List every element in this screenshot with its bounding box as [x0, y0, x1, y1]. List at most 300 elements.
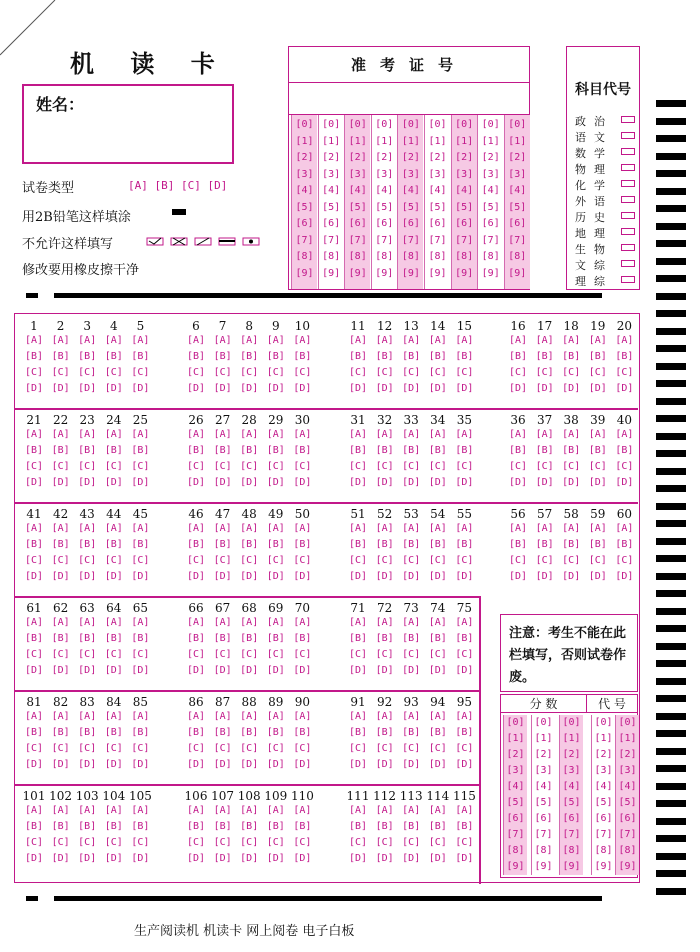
- choice-bubble[interactable]: [D]: [348, 665, 368, 676]
- choice-bubble[interactable]: [C]: [588, 367, 607, 378]
- choice-bubble[interactable]: [B]: [375, 351, 394, 362]
- digit-bubble[interactable]: [0]: [322, 119, 341, 130]
- choice-bubble[interactable]: [A]: [455, 805, 474, 816]
- choice-bubble[interactable]: [C]: [51, 555, 70, 566]
- choice-bubble[interactable]: [A]: [186, 523, 206, 534]
- choice-bubble[interactable]: [C]: [508, 555, 528, 566]
- digit-bubble[interactable]: [2]: [534, 749, 553, 760]
- choice-bubble[interactable]: [C]: [24, 743, 44, 754]
- digit-bubble[interactable]: [6]: [295, 218, 314, 229]
- choice-bubble[interactable]: [B]: [78, 351, 97, 362]
- choice-bubble[interactable]: [A]: [455, 617, 474, 628]
- digit-bubble[interactable]: [7]: [562, 829, 581, 840]
- choice-bubble[interactable]: [B]: [51, 539, 70, 550]
- digit-bubble[interactable]: [4]: [508, 185, 527, 196]
- choice-bubble[interactable]: [D]: [51, 477, 70, 488]
- digit-bubble[interactable]: [7]: [401, 234, 420, 246]
- choice-bubble[interactable]: [D]: [104, 571, 123, 582]
- digit-bubble[interactable]: [1]: [506, 733, 525, 744]
- choice-bubble[interactable]: [D]: [240, 383, 259, 394]
- exam-id-write-row[interactable]: [289, 83, 529, 115]
- choice-bubble[interactable]: [B]: [348, 727, 368, 738]
- choice-bubble[interactable]: [A]: [213, 805, 232, 816]
- choice-bubble[interactable]: [D]: [428, 477, 447, 488]
- choice-bubble[interactable]: [D]: [375, 665, 394, 676]
- choice-bubble[interactable]: [A]: [24, 523, 44, 534]
- choice-bubble[interactable]: [C]: [293, 743, 312, 754]
- choice-bubble[interactable]: [C]: [240, 461, 259, 472]
- choice-bubble[interactable]: [D]: [588, 571, 607, 582]
- choice-bubble[interactable]: [B]: [562, 539, 581, 550]
- digit-bubble[interactable]: [1]: [401, 135, 420, 147]
- choice-bubble[interactable]: [C]: [562, 461, 581, 472]
- digit-bubble[interactable]: [5]: [322, 201, 341, 213]
- choice-bubble[interactable]: [A]: [186, 805, 206, 816]
- choice-bubble[interactable]: [A]: [348, 617, 368, 628]
- choice-bubble[interactable]: [A]: [348, 523, 368, 534]
- choice-bubble[interactable]: [B]: [186, 821, 206, 832]
- choice-bubble[interactable]: [C]: [428, 461, 447, 472]
- digit-bubble[interactable]: [5]: [348, 201, 367, 213]
- choice-bubble[interactable]: [D]: [213, 759, 232, 770]
- choice-bubble[interactable]: [D]: [186, 571, 206, 582]
- choice-bubble[interactable]: [D]: [293, 477, 312, 488]
- choice-bubble[interactable]: [D]: [131, 759, 150, 770]
- digit-bubble[interactable]: [0]: [295, 119, 314, 130]
- choice-bubble[interactable]: [A]: [131, 523, 150, 534]
- choice-bubble[interactable]: [C]: [78, 555, 97, 566]
- digit-bubble[interactable]: [7]: [295, 234, 314, 246]
- choice-bubble[interactable]: [D]: [562, 383, 581, 394]
- choice-bubble[interactable]: [B]: [186, 445, 206, 456]
- digit-bubble[interactable]: [9]: [295, 267, 314, 279]
- choice-bubble[interactable]: [D]: [428, 853, 447, 864]
- digit-bubble[interactable]: [2]: [348, 152, 367, 163]
- digit-bubble[interactable]: [3]: [455, 168, 474, 180]
- digit-bubble[interactable]: [5]: [295, 201, 314, 213]
- digit-bubble[interactable]: [5]: [594, 797, 613, 808]
- choice-bubble[interactable]: [C]: [131, 555, 150, 566]
- choice-bubble[interactable]: [D]: [293, 759, 312, 770]
- choice-bubble[interactable]: [B]: [213, 445, 232, 456]
- choice-bubble[interactable]: [A]: [562, 429, 581, 440]
- digit-bubble[interactable]: [9]: [481, 267, 500, 279]
- choice-bubble[interactable]: [D]: [293, 571, 312, 582]
- choice-bubble[interactable]: [D]: [104, 853, 123, 864]
- choice-bubble[interactable]: [B]: [186, 539, 206, 550]
- choice-bubble[interactable]: [B]: [266, 351, 285, 362]
- choice-bubble[interactable]: [B]: [51, 821, 70, 832]
- choice-bubble[interactable]: [C]: [213, 743, 232, 754]
- choice-bubble[interactable]: [B]: [535, 351, 554, 362]
- choice-bubble[interactable]: [C]: [104, 837, 123, 848]
- choice-bubble[interactable]: [A]: [51, 335, 70, 346]
- digit-bubble[interactable]: [7]: [534, 829, 553, 840]
- digit-bubble[interactable]: [0]: [506, 717, 525, 728]
- choice-bubble[interactable]: [A]: [375, 805, 394, 816]
- choice-bubble[interactable]: [C]: [455, 743, 474, 754]
- choice-bubble[interactable]: [B]: [213, 351, 232, 362]
- choice-bubble[interactable]: [C]: [213, 461, 232, 472]
- choice-bubble[interactable]: [D]: [588, 383, 607, 394]
- choice-bubble[interactable]: [A]: [348, 805, 368, 816]
- choice-bubble[interactable]: [B]: [588, 445, 607, 456]
- choice-bubble[interactable]: [B]: [131, 539, 150, 550]
- digit-bubble[interactable]: [2]: [508, 152, 527, 163]
- choice-bubble[interactable]: [A]: [213, 523, 232, 534]
- choice-bubble[interactable]: [B]: [131, 633, 150, 644]
- choice-bubble[interactable]: [B]: [455, 539, 474, 550]
- choice-bubble[interactable]: [D]: [186, 853, 206, 864]
- choice-bubble[interactable]: [B]: [186, 351, 206, 362]
- choice-bubble[interactable]: [D]: [24, 759, 44, 770]
- choice-bubble[interactable]: [D]: [402, 853, 421, 864]
- digit-bubble[interactable]: [3]: [348, 168, 367, 180]
- digit-bubble[interactable]: [8]: [401, 251, 420, 262]
- choice-bubble[interactable]: [C]: [266, 649, 285, 660]
- digit-bubble[interactable]: [2]: [506, 749, 525, 760]
- choice-bubble[interactable]: [B]: [375, 633, 394, 644]
- choice-bubble[interactable]: [A]: [375, 711, 394, 722]
- digit-bubble[interactable]: [7]: [508, 234, 527, 246]
- choice-bubble[interactable]: [C]: [24, 461, 44, 472]
- choice-bubble[interactable]: [D]: [51, 571, 70, 582]
- choice-bubble[interactable]: [D]: [24, 853, 44, 864]
- digit-bubble[interactable]: [9]: [428, 267, 447, 279]
- choice-bubble[interactable]: [C]: [348, 367, 368, 378]
- choice-bubble[interactable]: [A]: [293, 805, 312, 816]
- digit-bubble[interactable]: [2]: [481, 152, 500, 163]
- choice-bubble[interactable]: [D]: [615, 571, 634, 582]
- choice-bubble[interactable]: [A]: [428, 711, 447, 722]
- digit-bubble[interactable]: [3]: [562, 765, 581, 776]
- choice-bubble[interactable]: [C]: [104, 461, 123, 472]
- choice-bubble[interactable]: [A]: [293, 617, 312, 628]
- choice-bubble[interactable]: [C]: [535, 461, 554, 472]
- choice-bubble[interactable]: [C]: [428, 555, 447, 566]
- digit-bubble[interactable]: [4]: [594, 781, 613, 792]
- digit-bubble[interactable]: [8]: [562, 845, 581, 856]
- choice-bubble[interactable]: [D]: [131, 853, 150, 864]
- paper-type-options[interactable]: [A] [B] [C] [D]: [128, 179, 228, 192]
- choice-bubble[interactable]: [B]: [402, 539, 421, 550]
- choice-bubble[interactable]: [C]: [375, 743, 394, 754]
- choice-bubble[interactable]: [C]: [428, 367, 447, 378]
- choice-bubble[interactable]: [D]: [375, 383, 394, 394]
- choice-bubble[interactable]: [B]: [375, 727, 394, 738]
- digit-bubble[interactable]: [5]: [455, 201, 474, 213]
- digit-bubble[interactable]: [6]: [455, 218, 474, 229]
- choice-bubble[interactable]: [C]: [213, 555, 232, 566]
- choice-bubble[interactable]: [A]: [402, 617, 421, 628]
- choice-bubble[interactable]: [B]: [131, 821, 150, 832]
- choice-bubble[interactable]: [B]: [455, 821, 474, 832]
- digit-bubble[interactable]: [1]: [348, 135, 367, 147]
- choice-bubble[interactable]: [B]: [104, 351, 123, 362]
- digit-bubble[interactable]: [9]: [618, 861, 637, 872]
- choice-bubble[interactable]: [C]: [131, 649, 150, 660]
- subject-bubble[interactable]: [621, 132, 635, 139]
- choice-bubble[interactable]: [C]: [78, 461, 97, 472]
- choice-bubble[interactable]: [D]: [535, 571, 554, 582]
- choice-bubble[interactable]: [C]: [51, 367, 70, 378]
- choice-bubble[interactable]: [A]: [615, 429, 634, 440]
- choice-bubble[interactable]: [C]: [104, 555, 123, 566]
- digit-bubble[interactable]: [8]: [428, 251, 447, 262]
- digit-bubble[interactable]: [4]: [455, 185, 474, 196]
- choice-bubble[interactable]: [D]: [348, 759, 368, 770]
- digit-bubble[interactable]: [1]: [562, 733, 581, 744]
- choice-bubble[interactable]: [A]: [51, 429, 70, 440]
- choice-bubble[interactable]: [D]: [455, 477, 474, 488]
- choice-bubble[interactable]: [B]: [455, 727, 474, 738]
- choice-bubble[interactable]: [A]: [375, 335, 394, 346]
- choice-bubble[interactable]: [C]: [131, 837, 150, 848]
- digit-bubble[interactable]: [0]: [594, 717, 613, 728]
- digit-bubble[interactable]: [8]: [594, 845, 613, 856]
- choice-bubble[interactable]: [C]: [615, 555, 634, 566]
- choice-bubble[interactable]: [C]: [428, 649, 447, 660]
- choice-bubble[interactable]: [C]: [51, 743, 70, 754]
- choice-bubble[interactable]: [B]: [455, 445, 474, 456]
- choice-bubble[interactable]: [B]: [348, 445, 368, 456]
- choice-bubble[interactable]: [C]: [562, 555, 581, 566]
- choice-bubble[interactable]: [C]: [240, 367, 259, 378]
- digit-bubble[interactable]: [9]: [594, 861, 613, 872]
- digit-bubble[interactable]: [1]: [375, 135, 394, 147]
- choice-bubble[interactable]: [A]: [402, 429, 421, 440]
- choice-bubble[interactable]: [A]: [186, 335, 206, 346]
- choice-bubble[interactable]: [B]: [104, 539, 123, 550]
- digit-bubble[interactable]: [5]: [401, 201, 420, 213]
- choice-bubble[interactable]: [B]: [51, 351, 70, 362]
- choice-bubble[interactable]: [C]: [402, 555, 421, 566]
- choice-bubble[interactable]: [A]: [508, 523, 528, 534]
- choice-bubble[interactable]: [C]: [78, 367, 97, 378]
- choice-bubble[interactable]: [B]: [508, 351, 528, 362]
- digit-bubble[interactable]: [3]: [375, 168, 394, 180]
- digit-bubble[interactable]: [3]: [481, 168, 500, 180]
- choice-bubble[interactable]: [D]: [240, 759, 259, 770]
- choice-bubble[interactable]: [C]: [428, 837, 447, 848]
- choice-bubble[interactable]: [C]: [508, 461, 528, 472]
- digit-bubble[interactable]: [9]: [506, 861, 525, 872]
- digit-bubble[interactable]: [2]: [618, 749, 637, 760]
- choice-bubble[interactable]: [A]: [51, 617, 70, 628]
- digit-bubble[interactable]: [9]: [534, 861, 553, 872]
- choice-bubble[interactable]: [C]: [455, 461, 474, 472]
- choice-bubble[interactable]: [A]: [240, 711, 259, 722]
- choice-bubble[interactable]: [C]: [104, 367, 123, 378]
- choice-bubble[interactable]: [B]: [348, 821, 368, 832]
- choice-bubble[interactable]: [D]: [104, 665, 123, 676]
- choice-bubble[interactable]: [C]: [186, 555, 206, 566]
- digit-bubble[interactable]: [3]: [428, 168, 447, 180]
- choice-bubble[interactable]: [A]: [535, 523, 554, 534]
- choice-bubble[interactable]: [D]: [51, 383, 70, 394]
- choice-bubble[interactable]: [D]: [375, 759, 394, 770]
- digit-bubble[interactable]: [7]: [455, 234, 474, 246]
- choice-bubble[interactable]: [A]: [51, 805, 70, 816]
- choice-bubble[interactable]: [C]: [348, 649, 368, 660]
- choice-bubble[interactable]: [A]: [131, 617, 150, 628]
- choice-bubble[interactable]: [A]: [24, 335, 44, 346]
- choice-bubble[interactable]: [B]: [78, 633, 97, 644]
- choice-bubble[interactable]: [A]: [428, 805, 447, 816]
- choice-bubble[interactable]: [B]: [240, 727, 259, 738]
- choice-bubble[interactable]: [D]: [240, 571, 259, 582]
- choice-bubble[interactable]: [B]: [428, 539, 447, 550]
- choice-bubble[interactable]: [C]: [293, 367, 312, 378]
- digit-bubble[interactable]: [7]: [618, 829, 637, 840]
- choice-bubble[interactable]: [C]: [240, 743, 259, 754]
- choice-bubble[interactable]: [B]: [240, 351, 259, 362]
- digit-bubble[interactable]: [4]: [562, 781, 581, 792]
- choice-bubble[interactable]: [D]: [428, 759, 447, 770]
- digit-bubble[interactable]: [6]: [375, 218, 394, 229]
- digit-bubble[interactable]: [3]: [508, 168, 527, 180]
- digit-bubble[interactable]: [8]: [455, 251, 474, 262]
- digit-bubble[interactable]: [0]: [401, 119, 420, 130]
- choice-bubble[interactable]: [A]: [535, 335, 554, 346]
- choice-bubble[interactable]: [A]: [428, 335, 447, 346]
- choice-bubble[interactable]: [C]: [402, 837, 421, 848]
- choice-bubble[interactable]: [A]: [24, 805, 44, 816]
- choice-bubble[interactable]: [A]: [402, 805, 421, 816]
- subject-bubble[interactable]: [621, 164, 635, 171]
- choice-bubble[interactable]: [D]: [508, 477, 528, 488]
- digit-bubble[interactable]: [5]: [534, 797, 553, 808]
- choice-bubble[interactable]: [A]: [104, 429, 123, 440]
- choice-bubble[interactable]: [A]: [131, 805, 150, 816]
- choice-bubble[interactable]: [C]: [186, 837, 206, 848]
- choice-bubble[interactable]: [B]: [402, 445, 421, 456]
- choice-bubble[interactable]: [C]: [293, 461, 312, 472]
- digit-bubble[interactable]: [1]: [295, 135, 314, 147]
- digit-bubble[interactable]: [8]: [508, 251, 527, 262]
- choice-bubble[interactable]: [D]: [348, 477, 368, 488]
- choice-bubble[interactable]: [D]: [51, 853, 70, 864]
- choice-bubble[interactable]: [B]: [588, 351, 607, 362]
- choice-bubble[interactable]: [A]: [508, 335, 528, 346]
- choice-bubble[interactable]: [A]: [186, 617, 206, 628]
- choice-bubble[interactable]: [C]: [78, 837, 97, 848]
- choice-bubble[interactable]: [A]: [186, 711, 206, 722]
- choice-bubble[interactable]: [D]: [562, 477, 581, 488]
- choice-bubble[interactable]: [A]: [375, 429, 394, 440]
- choice-bubble[interactable]: [A]: [51, 711, 70, 722]
- digit-bubble[interactable]: [1]: [481, 135, 500, 147]
- name-box[interactable]: [22, 84, 234, 164]
- choice-bubble[interactable]: [A]: [78, 523, 97, 534]
- digit-bubble[interactable]: [7]: [594, 829, 613, 840]
- digit-bubble[interactable]: [3]: [322, 168, 341, 180]
- choice-bubble[interactable]: [A]: [78, 617, 97, 628]
- choice-bubble[interactable]: [C]: [266, 743, 285, 754]
- choice-bubble[interactable]: [A]: [293, 523, 312, 534]
- choice-bubble[interactable]: [D]: [104, 383, 123, 394]
- choice-bubble[interactable]: [A]: [615, 335, 634, 346]
- choice-bubble[interactable]: [C]: [428, 743, 447, 754]
- choice-bubble[interactable]: [D]: [186, 759, 206, 770]
- digit-bubble[interactable]: [6]: [348, 218, 367, 229]
- choice-bubble[interactable]: [A]: [455, 429, 474, 440]
- choice-bubble[interactable]: [C]: [240, 555, 259, 566]
- choice-bubble[interactable]: [D]: [213, 383, 232, 394]
- digit-bubble[interactable]: [2]: [322, 152, 341, 163]
- digit-bubble[interactable]: [0]: [481, 119, 500, 130]
- choice-bubble[interactable]: [B]: [402, 727, 421, 738]
- choice-bubble[interactable]: [A]: [104, 617, 123, 628]
- choice-bubble[interactable]: [C]: [348, 555, 368, 566]
- choice-bubble[interactable]: [D]: [51, 665, 70, 676]
- choice-bubble[interactable]: [B]: [213, 727, 232, 738]
- choice-bubble[interactable]: [A]: [24, 711, 44, 722]
- digit-bubble[interactable]: [4]: [295, 185, 314, 196]
- choice-bubble[interactable]: [D]: [428, 383, 447, 394]
- digit-bubble[interactable]: [1]: [618, 733, 637, 744]
- digit-bubble[interactable]: [2]: [455, 152, 474, 163]
- choice-bubble[interactable]: [B]: [508, 445, 528, 456]
- choice-bubble[interactable]: [B]: [293, 539, 312, 550]
- digit-bubble[interactable]: [4]: [401, 185, 420, 196]
- choice-bubble[interactable]: [C]: [535, 555, 554, 566]
- digit-bubble[interactable]: [7]: [506, 829, 525, 840]
- choice-bubble[interactable]: [B]: [535, 539, 554, 550]
- choice-bubble[interactable]: [A]: [240, 335, 259, 346]
- choice-bubble[interactable]: [D]: [131, 383, 150, 394]
- choice-bubble[interactable]: [A]: [266, 429, 285, 440]
- subject-bubble[interactable]: [621, 276, 635, 283]
- choice-bubble[interactable]: [D]: [535, 477, 554, 488]
- choice-bubble[interactable]: [A]: [428, 523, 447, 534]
- choice-bubble[interactable]: [A]: [375, 523, 394, 534]
- choice-bubble[interactable]: [B]: [402, 821, 421, 832]
- digit-bubble[interactable]: [1]: [428, 135, 447, 147]
- choice-bubble[interactable]: [D]: [24, 571, 44, 582]
- digit-bubble[interactable]: [5]: [375, 201, 394, 213]
- digit-bubble[interactable]: [8]: [506, 845, 525, 856]
- choice-bubble[interactable]: [C]: [375, 555, 394, 566]
- choice-bubble[interactable]: [C]: [348, 461, 368, 472]
- choice-bubble[interactable]: [B]: [78, 445, 97, 456]
- choice-bubble[interactable]: [B]: [266, 633, 285, 644]
- digit-bubble[interactable]: [4]: [618, 781, 637, 792]
- choice-bubble[interactable]: [D]: [213, 571, 232, 582]
- digit-bubble[interactable]: [7]: [428, 234, 447, 246]
- digit-bubble[interactable]: [2]: [562, 749, 581, 760]
- choice-bubble[interactable]: [D]: [213, 665, 232, 676]
- subject-bubble[interactable]: [621, 116, 635, 123]
- digit-bubble[interactable]: [8]: [322, 251, 341, 262]
- choice-bubble[interactable]: [B]: [562, 351, 581, 362]
- choice-bubble[interactable]: [A]: [104, 805, 123, 816]
- choice-bubble[interactable]: [D]: [348, 571, 368, 582]
- choice-bubble[interactable]: [D]: [402, 477, 421, 488]
- digit-bubble[interactable]: [4]: [534, 781, 553, 792]
- choice-bubble[interactable]: [C]: [615, 461, 634, 472]
- digit-bubble[interactable]: [1]: [534, 733, 553, 744]
- choice-bubble[interactable]: [D]: [213, 477, 232, 488]
- digit-bubble[interactable]: [0]: [455, 119, 474, 130]
- digit-bubble[interactable]: [0]: [348, 119, 367, 130]
- choice-bubble[interactable]: [B]: [78, 539, 97, 550]
- choice-bubble[interactable]: [D]: [348, 383, 368, 394]
- digit-bubble[interactable]: [2]: [375, 152, 394, 163]
- digit-bubble[interactable]: [6]: [594, 813, 613, 824]
- digit-bubble[interactable]: [8]: [618, 845, 637, 856]
- choice-bubble[interactable]: [A]: [24, 617, 44, 628]
